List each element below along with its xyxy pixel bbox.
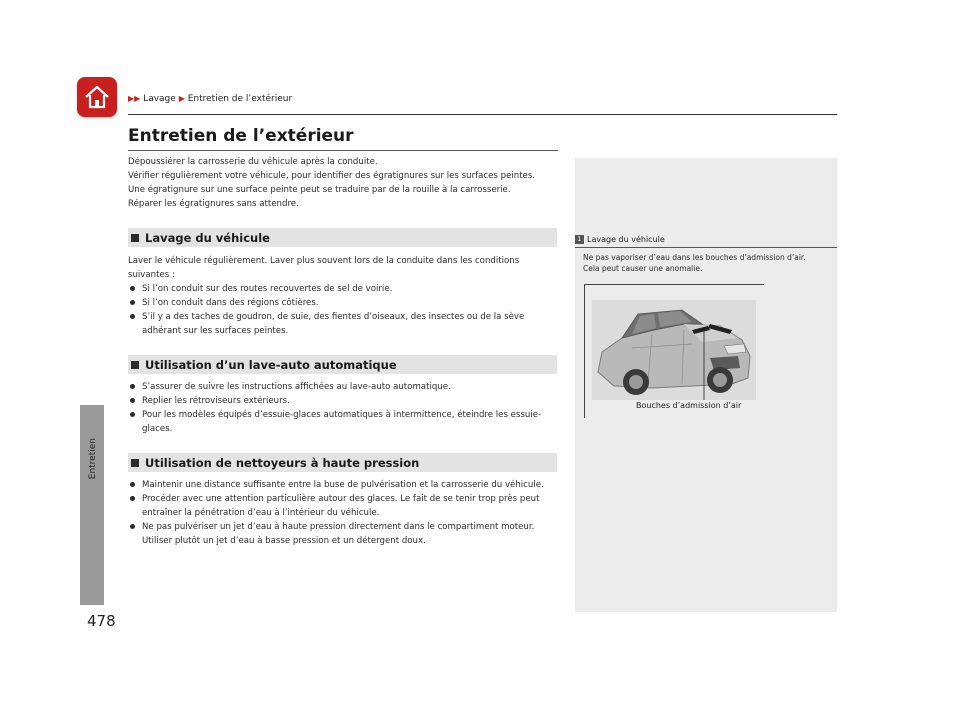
list-item: Replier les rétroviseurs extérieurs. (128, 394, 564, 408)
breadcrumb-item-current[interactable]: Entretien de l’extérieur (187, 94, 293, 104)
list-item: Maintenir une distance suffisante entre la buse de pulvérisation et la carrosserie du véhicule. (128, 478, 564, 492)
note-number-badge: 1 (575, 235, 584, 244)
title-rule (128, 150, 558, 151)
header-rule (128, 114, 837, 115)
section-intro-line: Laver le véhicule régulièrement. Laver plus souvent lors de la conduite dans les conditions (128, 256, 520, 266)
car-figure (584, 284, 764, 418)
chapter-tab[interactable] (80, 405, 104, 605)
note-rule (575, 247, 837, 248)
intro-line: Dépoussiérer la carrosserie du véhicule après la conduite. (128, 157, 378, 167)
section-heading-label: Lavage du véhicule (145, 230, 270, 245)
breadcrumb-arrow-icon: ▶▶ (128, 94, 141, 103)
note-line: Ne pas vaporiser d’eau dans les bouches d’admission d’air. (583, 253, 806, 262)
section-heading-lavage (128, 228, 557, 247)
section-intro-line: suivantes : (128, 270, 175, 280)
list-item: S’il y a des taches de goudron, de suie, des fientes d’oiseaux, des insectes ou de la sève adhérant sur les surfaces peintes. (128, 310, 564, 338)
car-illustration (592, 300, 756, 400)
figure-caption: Bouches d’admission d’air (636, 401, 742, 410)
list-item: Si l’on conduit dans des régions côtières. (128, 296, 564, 310)
list-item: Procéder avec une attention particulière autour des glaces. Le fait de se tenir trop près peut entraîner la pénétration d’eau à l’intérieur du véhicule. (128, 492, 564, 520)
note-title[interactable]: Lavage du véhicule (587, 235, 665, 244)
section-lavage-body (128, 254, 564, 338)
bullet-list (128, 478, 564, 548)
intro-paragraph (128, 155, 564, 211)
section-heading-lave-auto (128, 355, 557, 374)
breadcrumb (128, 94, 292, 104)
note-line: Cela peut causer une anomalie. (583, 264, 703, 273)
bullet-list (128, 380, 564, 436)
square-bullet-icon (131, 361, 139, 369)
list-item: S’assurer de suivre les instructions affichées au lave-auto automatique. (128, 380, 564, 394)
note-text (583, 252, 806, 274)
note-heading (575, 235, 665, 244)
intro-line: Vérifier régulièrement votre véhicule, pour identifier des égratignures sur les surfaces peintes. (128, 171, 536, 181)
figure-border (584, 284, 585, 418)
section-haute-pression-body (128, 478, 564, 548)
breadcrumb-item-lavage[interactable]: Lavage (143, 94, 176, 104)
home-icon (82, 82, 112, 112)
section-lave-auto-body (128, 380, 564, 436)
section-heading-label: Utilisation de nettoyeurs à haute pression (145, 455, 420, 470)
section-heading-label: Utilisation d’un lave-auto automatique (145, 357, 397, 372)
list-item: Pour les modèles équipés d’essuie-glaces automatiques à intermittence, éteindre les essuie- glaces. (128, 408, 564, 436)
bullet-list (128, 282, 564, 338)
breadcrumb-arrow-icon: ▶ (178, 94, 185, 103)
list-item: Si l’on conduit sur des routes recouvertes de sel de voirie. (128, 282, 564, 296)
home-button[interactable] (77, 77, 117, 117)
intro-line: Une égratignure sur une surface peinte peut se traduire par de la rouille à la carrosserie. (128, 185, 511, 195)
intro-line: Réparer les égratignures sans attendre. (128, 199, 299, 209)
list-item: Ne pas pulvériser un jet d’eau à haute pression directement dans le compartiment moteur. Utiliser plutôt un jet d’eau à basse pression et un détergent doux. (128, 520, 564, 548)
page-title: Entretien de l’extérieur (128, 126, 354, 146)
chapter-label: Entretien (88, 438, 98, 480)
square-bullet-icon (131, 459, 139, 467)
square-bullet-icon (131, 234, 139, 242)
figure-border (584, 284, 764, 285)
page-number: 478 (87, 612, 116, 630)
section-heading-haute-pression (128, 453, 557, 472)
